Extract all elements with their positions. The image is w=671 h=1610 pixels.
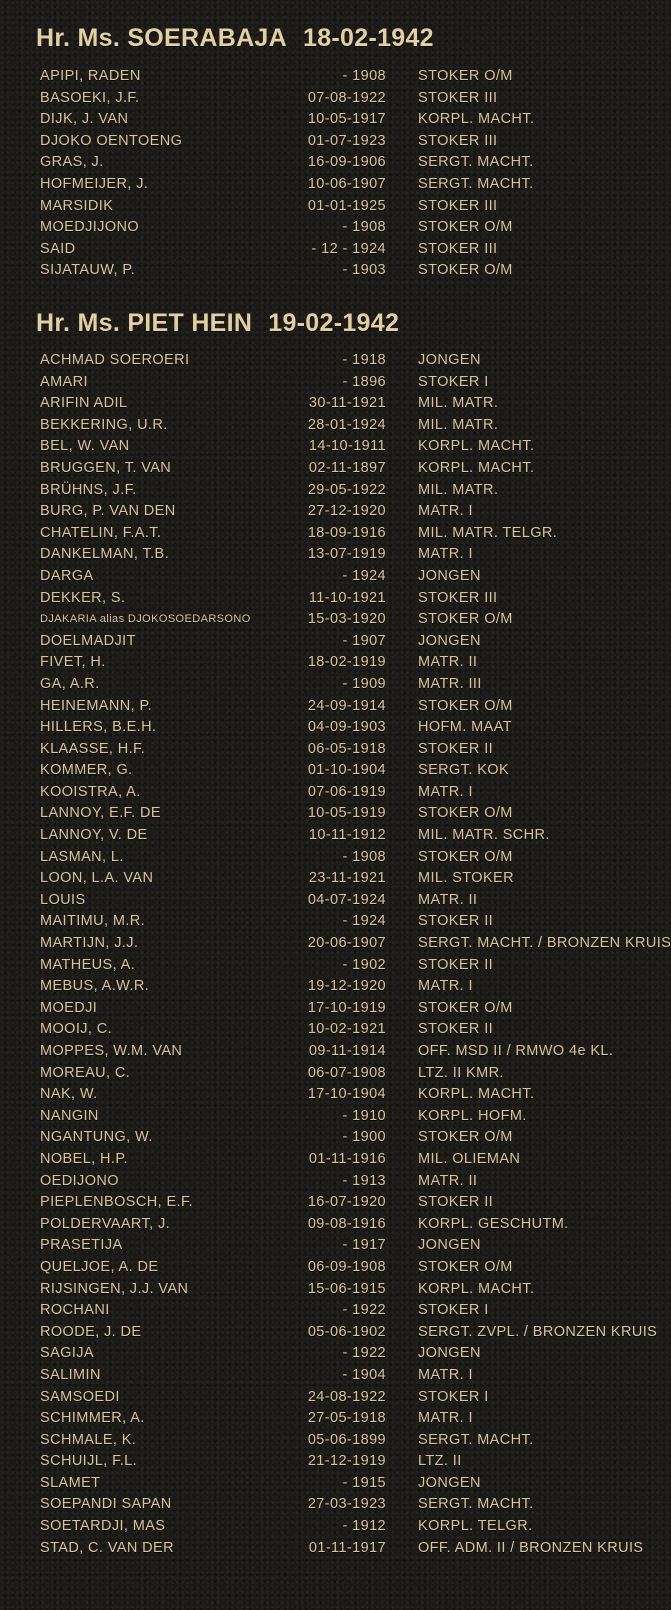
rank: HOFM. MAAT	[418, 719, 512, 736]
rank: STOKER O/M	[418, 68, 513, 84]
casualty-row	[0, 66, 640, 88]
rank: KORPL. TELGR.	[418, 1518, 533, 1535]
casualty-row	[0, 1343, 640, 1365]
rank: KORPL. GESCHUTM.	[418, 1215, 569, 1232]
casualty-row	[0, 152, 640, 174]
casualty-name: KLAASSE, H.F.	[40, 740, 146, 757]
birth-date: 06-05-1918	[307, 740, 386, 757]
casualty-name: ROCHANI	[40, 1302, 110, 1319]
birth-date: - 1908	[342, 848, 386, 865]
casualty-row	[0, 1192, 640, 1214]
rank: JONGEN	[418, 1474, 481, 1491]
birth-date: 27-12-1920	[307, 503, 386, 520]
rank: STOKER O/M	[418, 262, 513, 279]
rank: MATR. III	[418, 675, 482, 692]
casualty-name: KOOISTRA, A.	[40, 783, 141, 800]
casualty-row	[0, 1257, 640, 1279]
rank: STOKER O/M	[418, 697, 513, 714]
rank: MIL. STOKER	[418, 870, 514, 887]
casualty-row	[0, 652, 640, 674]
rank: MIL. MATR.	[418, 395, 499, 412]
casualty-name: HILLERS, B.E.H.	[40, 719, 157, 736]
casualty-name: GA, A.R.	[40, 675, 100, 692]
casualty-name: PIEPLENBOSCH, E.F.	[40, 1194, 194, 1211]
birth-date: 07-08-1922	[307, 89, 386, 106]
casualty-row	[0, 88, 640, 110]
casualty-list-piet-hein	[0, 350, 671, 1559]
birth-date: 10-06-1907	[307, 175, 386, 192]
casualty-name: MARSIDIK	[40, 197, 114, 214]
casualty-row	[0, 1538, 644, 1560]
rank: MATR. I	[418, 546, 473, 563]
rank: SERGT. KOK	[418, 762, 510, 779]
rank: SERGT. MACHT.	[418, 1431, 534, 1448]
casualty-name: PRASETIJA	[40, 1237, 123, 1254]
casualty-name: MEBUS, A.W.R.	[40, 978, 150, 995]
casualty-name: CHATELIN, F.A.T.	[40, 524, 162, 541]
rank: STOKER I	[418, 1388, 489, 1405]
birth-date: 10-05-1917	[307, 111, 386, 128]
birth-date: - 1900	[342, 1129, 386, 1146]
casualty-name: MATHEUS, A.	[40, 956, 136, 973]
casualty-name: MARTIJN, J.J.	[40, 935, 139, 952]
birth-date: - 1915	[342, 1474, 386, 1491]
casualty-name: MOREAU, C.	[40, 1064, 131, 1081]
casualty-name: KOMMER, G.	[40, 762, 133, 779]
casualty-name: HEINEMANN, P.	[40, 697, 153, 714]
casualty-name: ARIFIN ADIL	[40, 395, 128, 412]
casualty-name: SLAMET	[40, 1474, 101, 1491]
rank: KORPL. MACHT.	[418, 111, 535, 128]
casualty-name: SCHIMMER, A.	[40, 1410, 145, 1427]
casualty-row	[0, 436, 640, 458]
casualty-name: HOFMEIJER, J.	[40, 175, 149, 192]
rank: JONGEN	[418, 352, 481, 368]
casualty-name: SALIMIN	[40, 1366, 101, 1383]
casualty-name: DEKKER, S.	[40, 589, 126, 606]
rank: STOKER III	[418, 589, 498, 606]
birth-date: - 1908	[342, 219, 386, 236]
birth-date: - 1908	[342, 68, 386, 84]
rank: KORPL. HOFM.	[418, 1107, 527, 1124]
casualty-name: LASMAN, L.	[40, 848, 124, 865]
casualty-row	[0, 196, 640, 218]
casualty-name: OEDIJONO	[40, 1172, 119, 1189]
casualty-row	[0, 1149, 640, 1171]
casualty-name: BASOEKI, J.F.	[40, 89, 140, 106]
rank: LTZ. II	[418, 1453, 462, 1470]
casualty-name: BEKKERING, U.R.	[40, 416, 168, 433]
casualty-row	[0, 523, 640, 545]
rank: STOKER II	[418, 1194, 494, 1211]
casualty-name: DJAKARIA alias DJOKOSOEDARSONO	[40, 613, 251, 626]
birth-date: 18-02-1919	[307, 654, 386, 671]
casualty-row	[0, 1214, 640, 1236]
birth-date: 11-10-1921	[308, 589, 386, 606]
rank: STOKER II	[418, 913, 494, 930]
casualty-row	[0, 1300, 640, 1322]
rank: MATR. I	[418, 978, 473, 995]
birth-date: 14-10-1911	[308, 438, 386, 455]
rank: STOKER O/M	[418, 848, 513, 865]
birth-date: - 1924	[342, 567, 386, 584]
birth-date: 07-06-1919	[307, 783, 386, 800]
casualty-name: DARGA	[40, 567, 94, 584]
rank: STOKER II	[418, 1021, 494, 1038]
casualty-name: APIPI, RADEN	[40, 68, 141, 84]
rank: STOKER III	[418, 89, 498, 106]
casualty-name: NANGIN	[40, 1107, 99, 1124]
birth-date: - 1910	[342, 1107, 386, 1124]
birth-date: 15-03-1920	[307, 611, 386, 628]
casualty-row	[0, 1127, 640, 1149]
birth-date: 06-09-1908	[307, 1258, 386, 1275]
casualty-row	[0, 109, 640, 131]
casualty-row	[0, 609, 640, 631]
rank: STOKER I	[418, 1302, 489, 1319]
casualty-name: NAK, W.	[40, 1086, 98, 1103]
casualty-name: SCHMALE, K.	[40, 1431, 137, 1448]
casualty-row	[0, 393, 640, 415]
casualty-name: QUELJOE, A. DE	[40, 1258, 159, 1275]
rank: KORPL. MACHT.	[418, 459, 535, 476]
birth-date: 24-09-1914	[307, 697, 386, 714]
casualty-row	[0, 566, 640, 588]
birth-date: 01-11-1917	[308, 1539, 386, 1556]
birth-date: 09-08-1916	[307, 1215, 386, 1232]
rank: MATR. I	[418, 1366, 473, 1383]
birth-date: 02-11-1897	[308, 459, 386, 476]
casualty-row	[0, 696, 640, 718]
rank: SERGT. MACHT. / BRONZEN KRUIS	[418, 935, 671, 952]
birth-date: 19-12-1920	[307, 978, 386, 995]
rank: STOKER O/M	[418, 611, 513, 628]
rank: KORPL. MACHT.	[418, 1086, 535, 1103]
casualty-row	[0, 1322, 658, 1344]
casualty-row	[0, 825, 640, 847]
casualty-name: MOOIJ, C.	[40, 1021, 113, 1038]
casualty-row	[0, 1473, 640, 1495]
birth-date: - 1924	[342, 913, 386, 930]
casualty-name: SIJATAUW, P.	[40, 262, 136, 279]
casualty-row	[0, 1019, 640, 1041]
birth-date: 27-05-1918	[307, 1410, 386, 1427]
rank: STOKER I	[418, 373, 489, 390]
birth-date: 16-09-1906	[307, 154, 386, 171]
ship-name: Hr. Ms. PIET HEIN	[36, 309, 253, 337]
casualty-name: POLDERVAART, J.	[40, 1215, 171, 1232]
casualty-name: BRUGGEN, T. VAN	[40, 459, 172, 476]
casualty-row	[0, 1516, 640, 1538]
birth-date: 01-10-1904	[307, 762, 386, 779]
rank: SERGT. MACHT.	[418, 154, 534, 171]
casualty-name: DIJK, J. VAN	[40, 111, 129, 128]
birth-date: 21-12-1919	[307, 1453, 386, 1470]
casualty-name: SOETARDJI, MAS	[40, 1518, 166, 1535]
birth-date: - 1922	[342, 1345, 386, 1362]
casualty-name: BEL, W. VAN	[40, 438, 130, 455]
rank: JONGEN	[418, 567, 481, 584]
casualty-row	[0, 480, 640, 502]
rank: STOKER III	[418, 240, 498, 257]
rank: MATR. II	[418, 654, 478, 671]
birth-date: - 1909	[342, 675, 386, 692]
rank: STOKER O/M	[418, 999, 513, 1016]
casualty-name: SCHUIJL, F.L.	[40, 1453, 138, 1470]
casualty-name: MOPPES, W.M. VAN	[40, 1043, 183, 1059]
rank: MATR. I	[418, 1410, 473, 1427]
birth-date: 29-05-1922	[307, 481, 386, 498]
casualty-name: AMARI	[40, 373, 88, 390]
birth-date: - 12 - 1924	[311, 240, 386, 257]
rank: STOKER II	[418, 956, 494, 973]
casualty-row	[0, 501, 640, 523]
rank: MIL. MATR. SCHR.	[418, 827, 550, 844]
birth-date: 05-06-1899	[307, 1431, 386, 1448]
casualty-row	[0, 868, 640, 890]
casualty-name: SAID	[40, 240, 76, 257]
casualty-name: SAGIJA	[40, 1345, 94, 1362]
casualty-row	[0, 631, 640, 653]
casualty-row	[0, 1365, 640, 1387]
casualty-row	[0, 1451, 640, 1473]
ship-name: Hr. Ms. SOERABAJA	[36, 24, 287, 52]
casualty-row	[0, 1494, 640, 1516]
rank: JONGEN	[418, 632, 481, 649]
birth-date: 27-03-1923	[307, 1496, 386, 1513]
casualty-row	[0, 911, 640, 933]
casualty-name: DANKELMAN, T.B.	[40, 546, 170, 563]
rank: STOKER III	[418, 132, 498, 149]
birth-date: - 1904	[342, 1366, 386, 1383]
birth-date: 17-10-1919	[307, 999, 386, 1016]
rank: MIL. MATR.	[418, 481, 499, 498]
rank: STOKER O/M	[418, 1258, 513, 1275]
casualty-row	[0, 847, 640, 869]
casualty-row	[0, 739, 640, 761]
casualty-row	[0, 217, 640, 239]
casualty-row	[0, 998, 640, 1020]
rank: LTZ. II KMR.	[418, 1064, 504, 1081]
casualty-name: LOUIS	[40, 891, 86, 908]
birth-date: - 1903	[342, 262, 386, 279]
casualty-row	[0, 1084, 640, 1106]
casualty-row	[0, 415, 640, 437]
rank: KORPL. MACHT.	[418, 1280, 535, 1297]
casualty-row	[0, 1408, 640, 1430]
rank: MATR. I	[418, 503, 473, 520]
birth-date: 24-08-1922	[307, 1388, 386, 1405]
rank: SERGT. MACHT.	[418, 1496, 534, 1513]
casualty-name: SAMSOEDI	[40, 1388, 120, 1405]
birth-date: 18-09-1916	[307, 524, 386, 541]
casualty-row	[0, 976, 640, 998]
casualty-name: LANNOY, V. DE	[40, 827, 148, 844]
casualty-row	[0, 1387, 640, 1409]
birth-date: - 1922	[342, 1302, 386, 1319]
birth-date: 01-01-1925	[307, 197, 386, 214]
casualty-row	[0, 1063, 640, 1085]
rank: MATR. II	[418, 891, 478, 908]
birth-date: 01-07-1923	[307, 132, 386, 149]
loss-date: 18-02-1942	[303, 24, 434, 52]
birth-date: - 1917	[342, 1237, 386, 1254]
casualty-row	[0, 131, 640, 153]
casualty-name: DOELMADJIT	[40, 632, 136, 649]
birth-date: - 1912	[342, 1518, 386, 1535]
casualty-name: MOEDJIJONO	[40, 219, 140, 236]
casualty-row	[0, 1041, 640, 1063]
rank: STOKER III	[418, 197, 498, 214]
rank: STOKER O/M	[418, 805, 513, 822]
rank: STOKER O/M	[418, 219, 513, 236]
birth-date: 13-07-1919	[307, 546, 386, 563]
casualty-row	[0, 1235, 640, 1257]
casualty-row	[0, 674, 640, 696]
casualty-name: SOEPANDI SAPAN	[40, 1496, 172, 1513]
casualty-name: BRÜHNS, J.F.	[40, 481, 137, 498]
casualty-row	[0, 1279, 640, 1301]
casualty-name: NGANTUNG, W.	[40, 1129, 153, 1146]
birth-date: 17-10-1904	[307, 1086, 386, 1103]
casualty-name: RIJSINGEN, J.J. VAN	[40, 1280, 189, 1297]
rank: MATR. I	[418, 783, 473, 800]
rank: STOKER O/M	[418, 1129, 513, 1146]
casualty-name: ACHMAD SOEROERI	[40, 352, 190, 368]
casualty-row	[0, 890, 640, 912]
casualty-row	[0, 174, 640, 196]
birth-date: 30-11-1921	[308, 395, 386, 412]
birth-date: 10-05-1919	[307, 805, 386, 822]
casualty-row	[0, 955, 640, 977]
casualty-row	[0, 372, 640, 394]
birth-date: 20-06-1907	[307, 935, 386, 952]
casualty-name: FIVET, H.	[40, 654, 106, 671]
birth-date: 06-07-1908	[307, 1064, 386, 1081]
birth-date: 10-02-1921	[307, 1021, 386, 1038]
casualty-row	[0, 1171, 640, 1193]
casualty-row	[0, 803, 640, 825]
birth-date: 23-11-1921	[308, 870, 386, 887]
birth-date: 16-07-1920	[307, 1194, 386, 1211]
section-title-piet-hein	[36, 309, 399, 338]
birth-date: - 1896	[342, 373, 386, 390]
casualty-row	[0, 717, 640, 739]
rank: MIL. MATR. TELGR.	[418, 524, 558, 541]
casualty-name: MAITIMU, M.R.	[40, 913, 146, 930]
birth-date: 28-01-1924	[307, 416, 386, 433]
casualty-name: NOBEL, H.P.	[40, 1150, 128, 1167]
birth-date: 04-07-1924	[307, 891, 386, 908]
casualty-row	[0, 933, 671, 955]
casualty-row	[0, 350, 640, 372]
casualty-name: BURG, P. VAN DEN	[40, 503, 176, 520]
rank: KORPL. MACHT.	[418, 438, 535, 455]
rank: MIL. MATR.	[418, 416, 499, 433]
birth-date: - 1907	[342, 632, 386, 649]
birth-date: - 1918	[342, 352, 386, 368]
casualty-name: LANNOY, E.F. DE	[40, 805, 161, 822]
rank: SERGT. ZVPL. / BRONZEN KRUIS	[418, 1323, 658, 1340]
casualty-row	[0, 588, 640, 610]
casualty-row	[0, 239, 640, 261]
birth-date: 04-09-1903	[307, 719, 386, 736]
birth-date: - 1902	[342, 956, 386, 973]
rank: SERGT. MACHT.	[418, 175, 534, 192]
birth-date: 09-11-1914	[308, 1043, 386, 1059]
casualty-name: LOON, L.A. VAN	[40, 870, 154, 887]
casualty-row	[0, 760, 640, 782]
casualty-row	[0, 1430, 640, 1452]
casualty-row	[0, 1106, 640, 1128]
birth-date: 15-06-1915	[307, 1280, 386, 1297]
casualty-row	[0, 544, 640, 566]
birth-date: 01-11-1916	[308, 1150, 386, 1167]
birth-date: - 1913	[342, 1172, 386, 1189]
casualty-row	[0, 260, 640, 282]
casualty-list-soerabaja	[0, 66, 640, 282]
casualty-row	[0, 782, 640, 804]
rank: MIL. OLIEMAN	[418, 1150, 521, 1167]
rank: MATR. II	[418, 1172, 478, 1189]
birth-date: 10-11-1912	[308, 827, 386, 844]
loss-date: 19-02-1942	[268, 309, 400, 337]
rank: JONGEN	[418, 1237, 481, 1254]
casualty-row	[0, 458, 640, 480]
birth-date: 05-06-1902	[307, 1323, 386, 1340]
casualty-name: STAD, C. VAN DER	[40, 1539, 174, 1556]
casualty-name: GRAS, J.	[40, 154, 104, 171]
section-title-soerabaja	[36, 24, 434, 53]
casualty-name: ROODE, J. DE	[40, 1323, 142, 1340]
rank: OFF. ADM. II / BRONZEN KRUIS	[418, 1539, 644, 1556]
rank: OFF. MSD II / RMWO 4e KL.	[418, 1043, 614, 1059]
casualty-name: DJOKO OENTOENG	[40, 132, 183, 149]
casualty-name: MOEDJI	[40, 999, 98, 1016]
rank: STOKER II	[418, 740, 494, 757]
rank: JONGEN	[418, 1345, 481, 1362]
